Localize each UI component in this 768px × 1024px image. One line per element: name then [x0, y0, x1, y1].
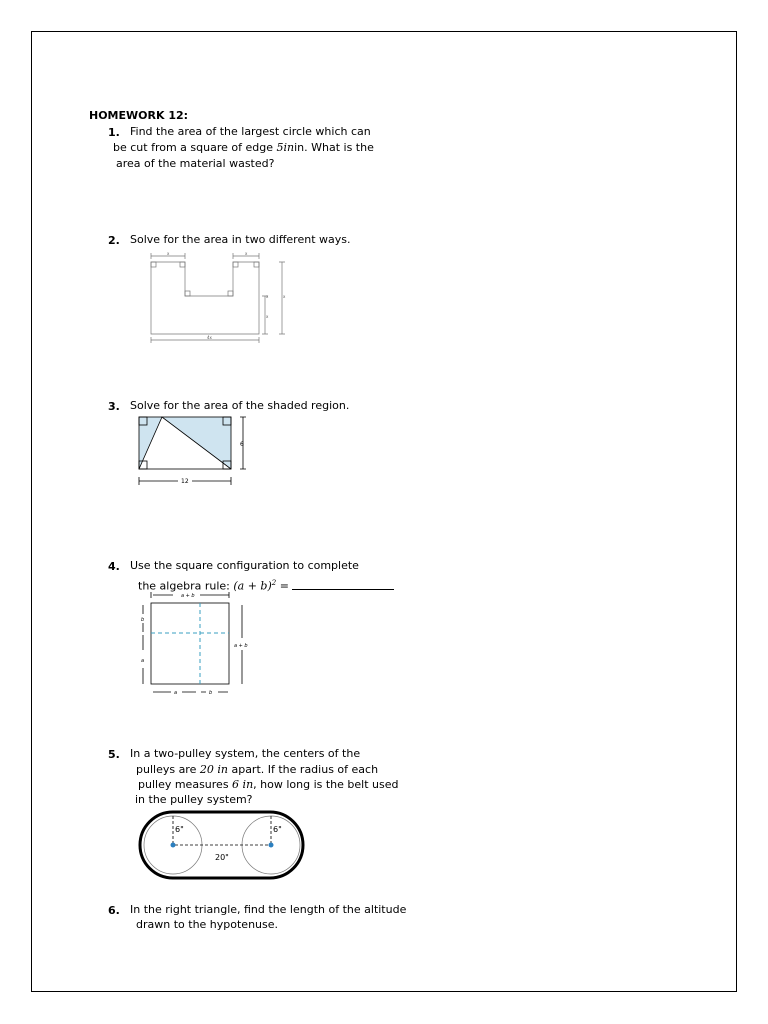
figure-label: 12 — [181, 478, 189, 485]
problem-2-figure — [145, 248, 295, 344]
problem-5-figure — [138, 810, 308, 882]
figure-label: a — [141, 658, 145, 664]
math-in: in — [283, 141, 295, 154]
problem-3-figure — [130, 412, 260, 490]
problem-3-text: Solve for the area of the shaded region. — [130, 399, 350, 412]
math-6: 6 — [232, 778, 240, 791]
dashed-dividers — [151, 603, 229, 684]
figure-label: x — [245, 251, 248, 256]
figure-label: 6 — [240, 441, 244, 448]
problem-1-line-1: Find the area of the largest circle which can — [130, 125, 371, 138]
problem-5-line-1: In a two-pulley system, the centers of the — [130, 747, 361, 760]
math-a-plus-b: (a + b) — [233, 579, 272, 593]
math-exponent: 2 — [271, 579, 277, 587]
figure-label: x — [266, 314, 269, 319]
figure-label: 4x — [207, 335, 212, 340]
problem-3-number: 3. — [108, 400, 120, 413]
problem-5-line-4: in the pulley system? — [135, 793, 253, 806]
problem-1-line-2: be cut from a square of edge 5inin. What is the — [113, 141, 374, 154]
page-title: HOMEWORK 12: — [89, 109, 189, 122]
figure-label: a — [174, 690, 178, 696]
problem-1-number: 1. — [108, 126, 120, 139]
problem-4-figure — [138, 590, 268, 702]
problem-2-text: Solve for the area in two different ways. — [130, 233, 351, 246]
problem-5-line-3: pulley measures 6 in, how long is the belt used — [138, 778, 399, 791]
figure-label: x — [283, 294, 286, 299]
figure-label: 6" — [273, 825, 282, 834]
math-5: 5 — [276, 141, 284, 154]
problem-1-line-3: area of the material wasted? — [116, 157, 275, 170]
problem-6-line-1: In the right triangle, find the length of the altitude — [130, 903, 407, 916]
math-in: in — [217, 763, 228, 776]
figure-label: x — [266, 294, 269, 299]
math-20: 20 — [199, 763, 214, 776]
problem-2-number: 2. — [108, 234, 120, 247]
problem-5-number: 5. — [108, 748, 120, 761]
problem-5-line-2: pulleys are 20 in apart. If the radius of each — [136, 763, 379, 776]
figure-label: a + b — [181, 593, 195, 599]
problem-6-line-2: drawn to the hypotenuse. — [136, 918, 279, 931]
figure-label: b — [141, 617, 145, 623]
problem-4-number: 4. — [108, 560, 120, 573]
figure-label: b — [209, 690, 213, 696]
pulley-center — [269, 843, 274, 848]
figure-label: 20" — [215, 853, 229, 862]
figure-label: a + b — [234, 643, 248, 649]
figure-label: x — [167, 251, 170, 256]
answer-blank[interactable] — [292, 579, 394, 590]
pulley-center — [171, 843, 176, 848]
problem-4-line-1: Use the square configuration to complete — [130, 559, 359, 572]
figure-label: 6" — [175, 825, 184, 834]
math-in: in — [242, 778, 254, 791]
problem-6-number: 6. — [108, 904, 120, 917]
problem-4-line-2: the algebra rule: $(a + b)^2$ = — [138, 576, 394, 594]
page-border — [31, 31, 737, 992]
